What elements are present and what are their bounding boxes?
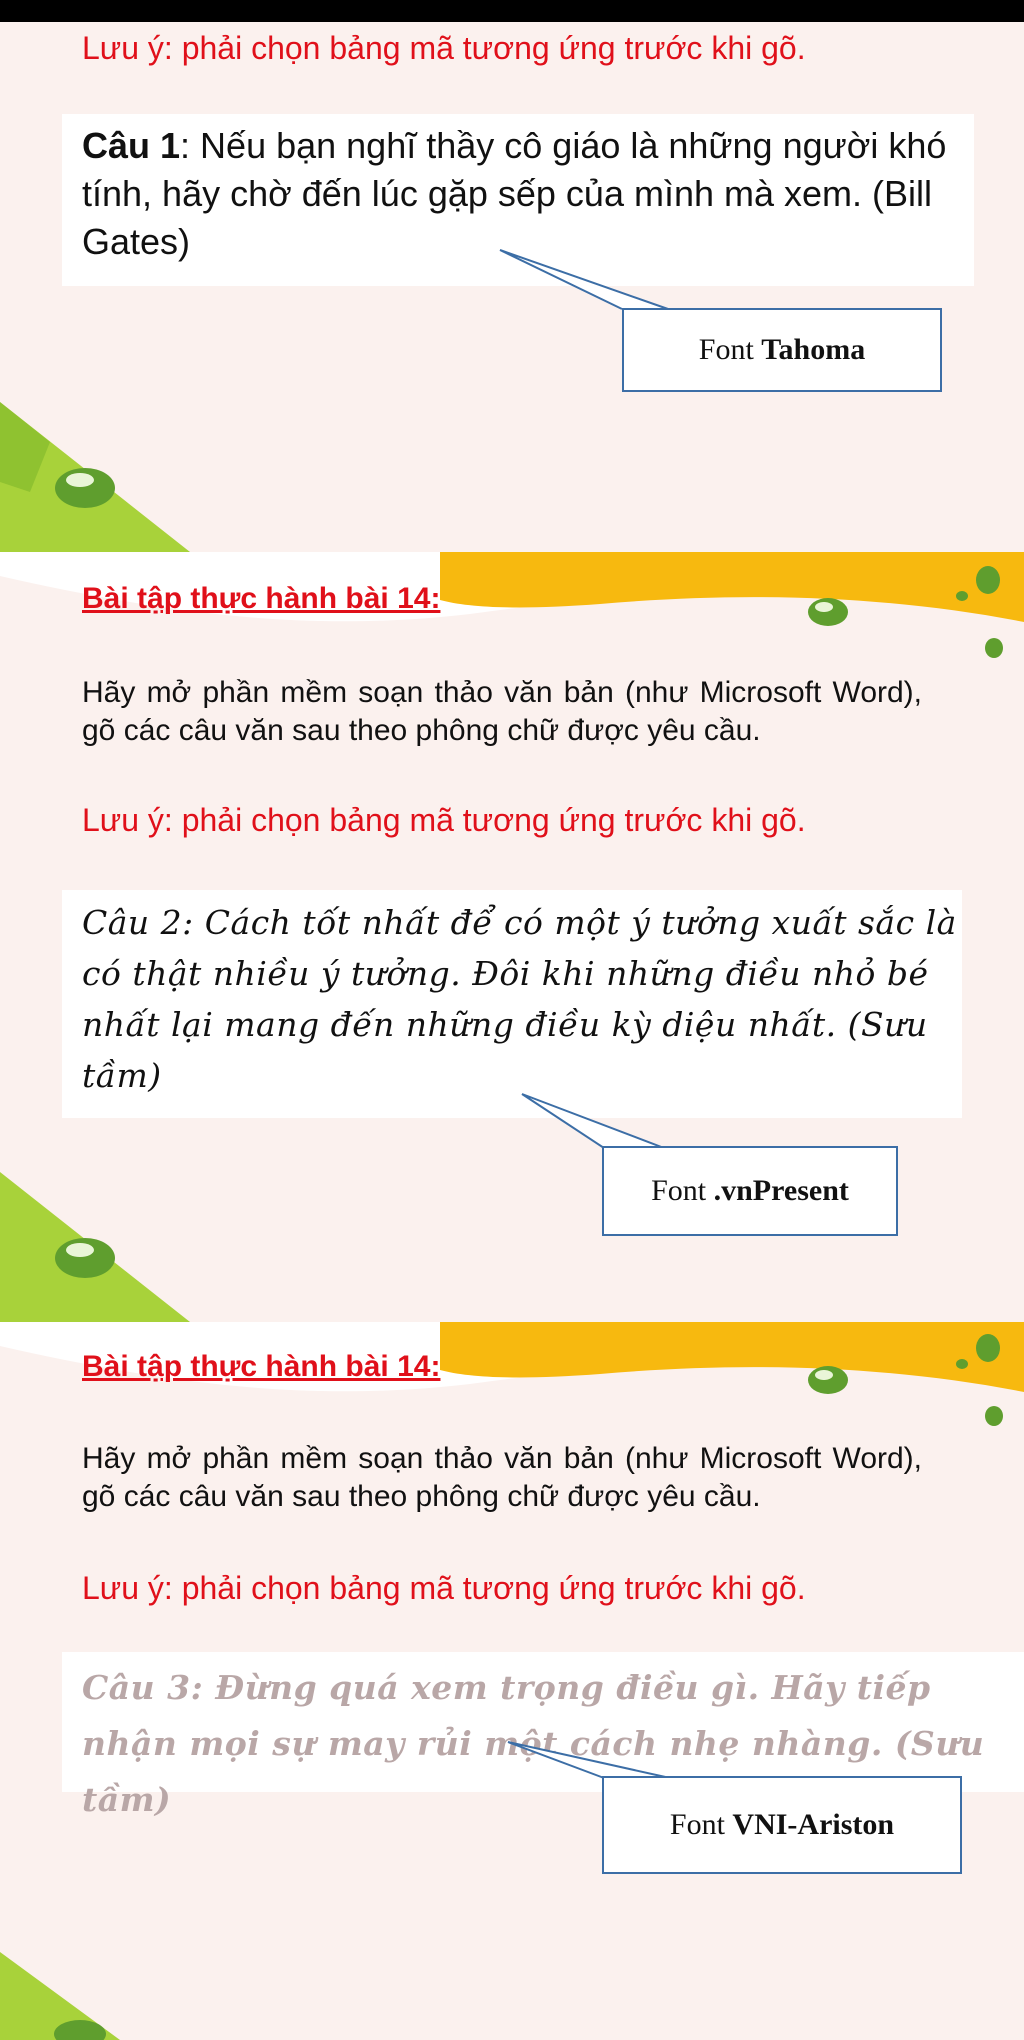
callout-font: VNI-Ariston — [732, 1808, 895, 1841]
note-text: Lưu ý: phải chọn bảng mã tương ứng trước khi gõ. — [82, 1570, 806, 1606]
exercise-heading: Bài tập thực hành bài 14: — [82, 582, 441, 615]
quote-text: Cách tốt nhất để có một ý tưởng xuất sắc là có thật nhiều ý tưởng. Đôi khi những điều nhỏ bé nhất lại mang đến những điều kỳ diệu nhất. (Sưu tầm) — [82, 903, 957, 1095]
note-text: Lưu ý: phải chọn bảng mã tương ứng trước khi gõ. — [82, 802, 806, 838]
note-text: Lưu ý: phải chọn bảng mã tương ứng trước khi gõ. — [82, 30, 806, 66]
slide-1 — [0, 22, 1024, 552]
callout-font: Tahoma — [761, 333, 866, 366]
font-callout — [602, 1146, 898, 1236]
callout-prefix: Font — [651, 1174, 707, 1207]
callout-prefix: Font — [669, 1808, 725, 1841]
quote-label: Câu 3: — [82, 1668, 216, 1707]
quote-label: Câu 2: — [82, 903, 205, 942]
font-callout — [622, 308, 942, 392]
quote-label: Câu 1 — [82, 125, 181, 166]
quote-text: : Nếu bạn nghĩ thầy cô giáo là những người khó tính, hãy chờ đến lúc gặp sếp của mình mà xem. (Bill Gates) — [82, 125, 947, 262]
instruction-text: Hãy mở phần mềm soạn thảo văn bản (như Microsoft Word), gõ các câu văn sau theo phông chữ được yêu cầu. — [82, 1442, 922, 1513]
font-callout — [602, 1776, 962, 1874]
quote-text: Đừng quá xem trọng điều gì. Hãy tiếp nhận mọi sự may rủi một cách nhẹ nhàng. (Sưu tầm) — [82, 1668, 985, 1819]
slide-2 — [0, 552, 1024, 1322]
callout-prefix: Font — [698, 333, 754, 366]
callout-pointer — [0, 22, 1024, 552]
exercise-heading: Bài tập thực hành bài 14: — [82, 1350, 441, 1383]
instruction-text: Hãy mở phần mềm soạn thảo văn bản (như Microsoft Word), gõ các câu văn sau theo phông chữ được yêu cầu. — [82, 676, 922, 747]
callout-pointer — [0, 1322, 1024, 2040]
callout-font: .vnPresent — [713, 1174, 849, 1207]
slide-3 — [0, 1322, 1024, 2040]
top-bar — [0, 0, 1024, 22]
